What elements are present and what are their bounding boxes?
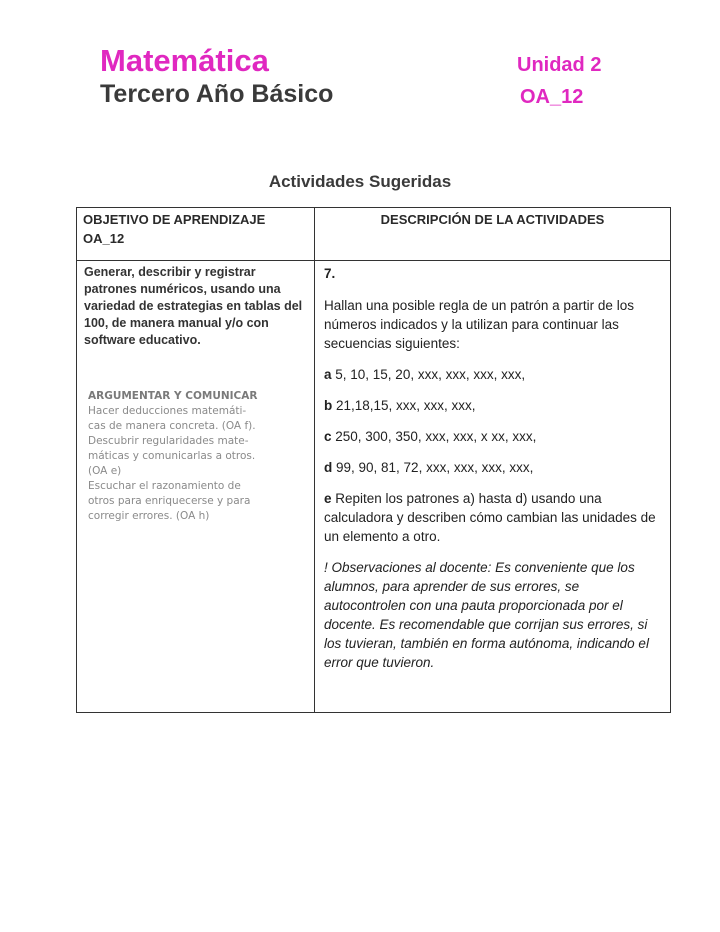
activity-number: 7. <box>324 266 336 281</box>
unit-label: Unidad 2 <box>517 54 602 76</box>
item-letter: d <box>324 460 333 475</box>
item-letter: b <box>324 398 333 413</box>
item-text: 250, 300, 350, xxx, xxx, x xx, xxx, <box>331 429 537 444</box>
item-text: Repiten los patrones a) hasta d) usando una calculadora y describen cómo cambian las unidades de un elemento a otro. <box>324 491 656 544</box>
sequence-item-a <box>324 365 661 384</box>
section-title: Actividades Sugeridas <box>268 172 452 191</box>
item-letter: a <box>324 367 332 382</box>
objective-cell <box>77 261 315 713</box>
objective-column-header <box>77 208 315 261</box>
teacher-note: ! Observaciones al docente: Es conveniente que los alumnos, para aprender de sus errores, se autocontrolen con una pauta proporcionada por el docente. Es recomendable que corrijan sus errores, si los tuvieran, también en forma autónoma, indicando el error que tuvieron. <box>324 560 649 670</box>
table-header-row <box>77 208 671 261</box>
sequence-item-b <box>324 396 661 415</box>
item-letter: c <box>324 429 332 444</box>
skills-block <box>78 389 313 524</box>
item-text: 5, 10, 15, 20, xxx, xxx, xxx, xxx, <box>331 367 526 382</box>
sequence-item-d <box>324 458 661 477</box>
skills-line: máticas y comunicarlas a otros. <box>88 450 256 462</box>
unit-info <box>517 52 601 110</box>
skills-line: otros para enriquecerse y para <box>88 495 251 507</box>
objective-code: OA_12 <box>520 86 584 108</box>
skills-line: Escuchar el razonamiento de <box>88 480 241 492</box>
description-header-label: DESCRIPCIÓN DE LA ACTIVIDADES <box>380 212 605 227</box>
activities-table <box>76 207 671 713</box>
activity-description <box>316 262 669 672</box>
item-text: 21,18,15, xxx, xxx, xxx, <box>332 398 476 413</box>
skills-line: cas de manera concreta. (OA f). <box>88 420 256 432</box>
skills-line: Hacer deducciones matemáti- <box>88 405 247 417</box>
skills-line: Descubrir regularidades mate- <box>88 435 249 447</box>
activity-intro: Hallan una posible regla de un patrón a partir de los números indicados y la utilizan para continuar las secuencias siguientes: <box>324 298 634 351</box>
subject-title: Matemática <box>100 43 269 78</box>
objective-text: Generar, describir y registrar patrones numéricos, usando una variedad de estrategias en tablas del 100, de manera manual y/o con software educativo. <box>84 265 303 347</box>
item-letter: e <box>324 491 332 506</box>
sequence-item-c <box>324 427 661 446</box>
grade-title: Tercero Año Básico <box>100 80 334 108</box>
table-row <box>77 261 671 713</box>
skills-line: (OA e) <box>88 465 122 477</box>
objective-header-line2: OA_12 <box>83 231 125 246</box>
skills-line: corregir errores. (OA h) <box>88 510 210 522</box>
objective-header-line1: OBJETIVO DE APRENDIZAJE <box>83 212 266 227</box>
item-text: 99, 90, 81, 72, xxx, xxx, xxx, xxx, <box>332 460 534 475</box>
skills-title: ARGUMENTAR Y COMUNICAR <box>88 390 258 402</box>
description-cell <box>315 261 671 713</box>
sequence-item-e <box>324 489 661 546</box>
description-column-header <box>315 208 671 261</box>
document-header <box>100 42 333 110</box>
